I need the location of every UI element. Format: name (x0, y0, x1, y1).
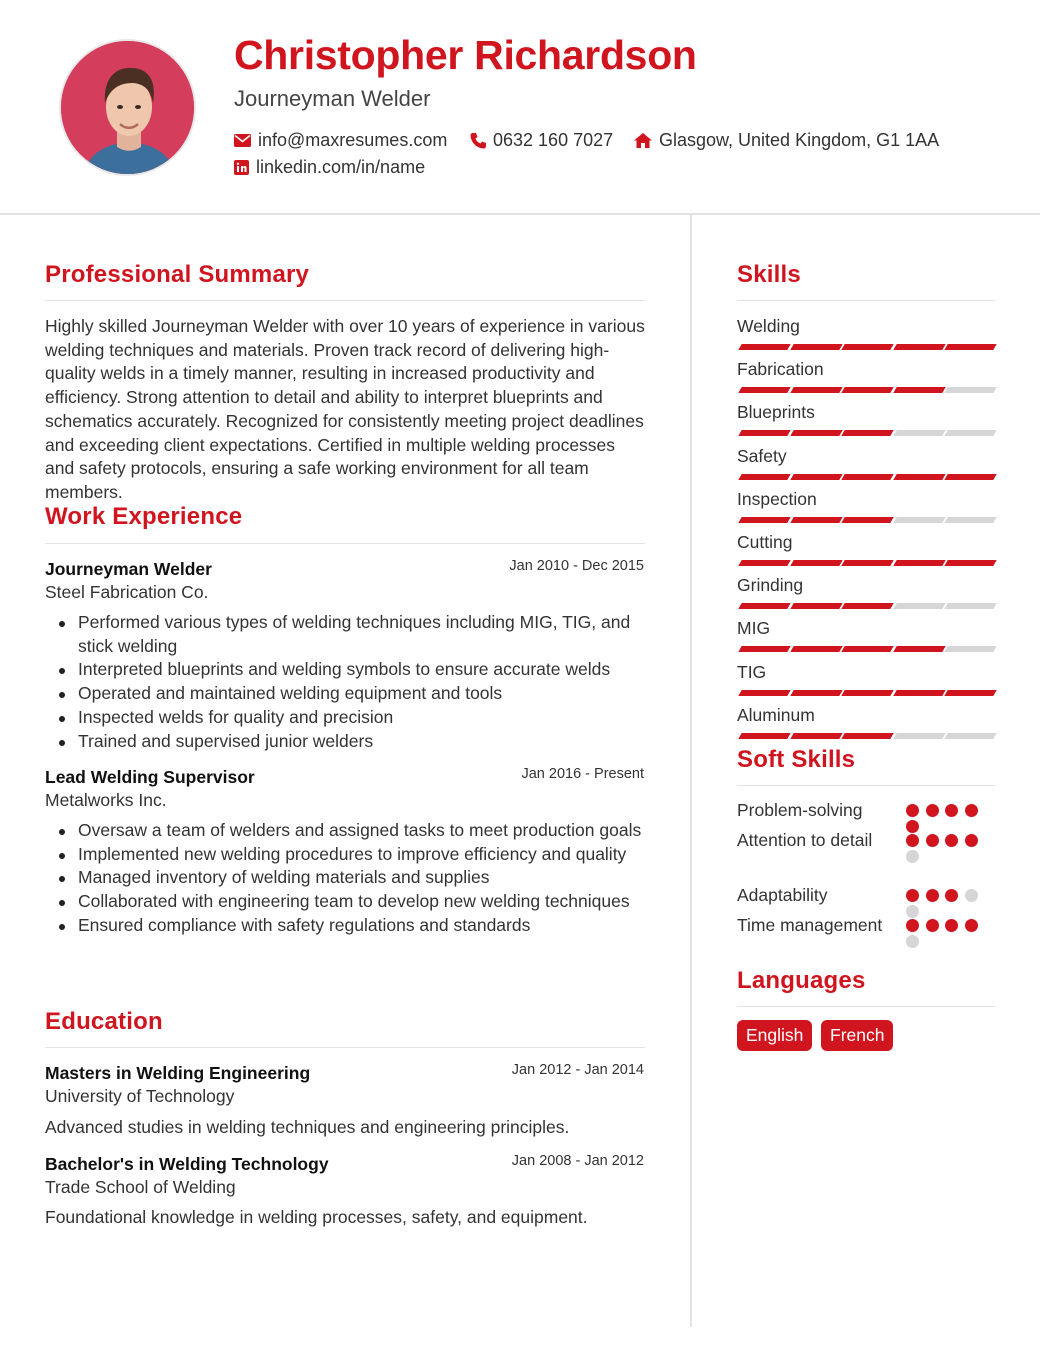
skill-rating-segment (790, 474, 842, 480)
soft-skills-divider (737, 785, 995, 786)
languages-heading: Languages (737, 967, 866, 994)
summary-text: Highly skilled Journeyman Welder with over 10 years of experience in various welding techniques and materials. Proven track record of delivering high-quality welds in a timely manner, resulting in increased productivity and efficiency. Strong attention to detail and ability to interpret blueprints and schematics accurately. Recognized for consistently meeting project deadlines and exceeding client expectations. Certified in multiple welding processes and safety protocols, ensuring a safe working environment for all team members. (45, 316, 645, 502)
soft-skill-dot (906, 935, 919, 948)
soft-skill-dot (945, 919, 958, 932)
skill-rating-segment (841, 560, 893, 566)
soft-skill-dot (926, 919, 939, 932)
soft-skill-dot (965, 889, 978, 902)
skill-name: MIG (737, 618, 771, 639)
soft-skill-name: Time management (737, 915, 883, 935)
skill-rating-segment (841, 733, 893, 739)
profile-photo (59, 39, 196, 176)
skill-rating-bar (737, 387, 993, 393)
candidate-name: Christopher Richardson (234, 32, 697, 78)
skills-divider (737, 300, 995, 301)
skill-rating-bar (737, 430, 993, 436)
soft-skill-dot (945, 804, 958, 817)
education-school: Trade School of Welding (45, 1177, 236, 1197)
skill-rating-segment (790, 690, 842, 696)
skill-rating-segment (893, 430, 945, 436)
skill-rating-segment (944, 603, 996, 609)
soft-skill-dot (965, 919, 978, 932)
skill-name: Fabrication (737, 359, 824, 380)
skill-name: Grinding (737, 575, 804, 596)
list-item: Trained and supervised junior welders (45, 730, 647, 754)
skill-rating-segment (841, 474, 893, 480)
education-divider (45, 1047, 645, 1048)
skill-rating-segment (944, 474, 996, 480)
linkedin-contact[interactable] (234, 157, 425, 178)
skill-name: Inspection (737, 488, 817, 509)
list-item: Interpreted blueprints and welding symbols to ensure accurate welds (45, 658, 647, 682)
home-icon (634, 133, 652, 148)
skill-rating-bar (737, 646, 993, 652)
skill-rating-segment (893, 646, 945, 652)
list-item: Ensured compliance with safety regulations and standards (45, 914, 647, 938)
soft-skill-dot (945, 889, 958, 902)
skill-rating-segment (738, 517, 790, 523)
job-dates: Jan 2016 - Present (521, 766, 644, 782)
skill-rating-segment (738, 344, 790, 350)
soft-skill-dot (926, 889, 939, 902)
experience-heading: Work Experience (45, 503, 243, 530)
skill-rating-segment (790, 560, 842, 566)
skill-rating-bar (737, 603, 993, 609)
experience-divider (45, 543, 645, 544)
email-contact[interactable] (234, 130, 447, 151)
education-description: Advanced studies in welding techniques and engineering principles. (45, 1117, 570, 1137)
skill-rating-segment (841, 387, 893, 393)
location-contact (634, 130, 939, 151)
skill-rating-segment (893, 560, 945, 566)
linkedin-text[interactable]: linkedin.com/in/name (256, 157, 426, 177)
skill-rating-bar (737, 474, 993, 480)
skill-rating-segment (841, 517, 893, 523)
skill-rating-segment (738, 560, 790, 566)
language-badge: English (737, 1020, 812, 1051)
soft-skill-dot (965, 804, 978, 817)
skill-rating-segment (790, 387, 842, 393)
skill-rating-bar (737, 733, 993, 739)
skill-rating-segment (841, 430, 893, 436)
skill-rating-segment (790, 344, 842, 350)
skill-name: Aluminum (737, 704, 815, 725)
skill-rating-segment (841, 690, 893, 696)
skill-rating-segment (944, 430, 996, 436)
phone-contact[interactable] (470, 130, 613, 151)
skill-rating-segment (944, 646, 996, 652)
skill-rating-bar (737, 344, 993, 350)
linkedin-icon (234, 160, 249, 175)
skill-rating-segment (893, 474, 945, 480)
job-dates: Jan 2010 - Dec 2015 (509, 558, 644, 574)
skill-rating-segment (790, 646, 842, 652)
soft-skill-name: Problem-solving (737, 800, 863, 820)
skill-rating-segment (738, 474, 790, 480)
envelope-icon (234, 134, 251, 147)
job-bullets (45, 611, 647, 753)
soft-skill-dot (926, 834, 939, 847)
soft-skill-dot (906, 905, 919, 918)
skill-rating-segment (790, 430, 842, 436)
education-school: University of Technology (45, 1086, 235, 1106)
skill-rating-segment (893, 344, 945, 350)
job-company: Metalworks Inc. (45, 790, 167, 810)
person-portrait-icon (61, 41, 196, 176)
skill-rating-segment (841, 603, 893, 609)
skill-rating-segment (841, 646, 893, 652)
job-title: Journeyman Welder (45, 559, 212, 579)
skill-rating-segment (738, 690, 790, 696)
location-text: Glasgow, United Kingdom, G1 1AA (659, 130, 940, 150)
soft-skill-dot (906, 834, 919, 847)
skill-rating-segment (893, 603, 945, 609)
education-heading: Education (45, 1008, 163, 1035)
skill-rating-segment (790, 733, 842, 739)
skill-rating-segment (738, 430, 790, 436)
job-title: Lead Welding Supervisor (45, 767, 255, 787)
resume-header (0, 0, 1040, 215)
summary-heading: Professional Summary (45, 261, 310, 288)
education-description: Foundational knowledge in welding processes, safety, and equipment. (45, 1207, 588, 1227)
soft-skill-dot (945, 834, 958, 847)
skill-rating-segment (738, 646, 790, 652)
skill-name: Welding (737, 316, 800, 336)
skill-name: TIG (737, 661, 767, 682)
phone-text[interactable]: 0632 160 7027 (493, 130, 614, 150)
column-divider (690, 215, 692, 1327)
skill-rating-segment (738, 603, 790, 609)
job-bullets (45, 819, 647, 938)
job-company: Steel Fabrication Co. (45, 582, 209, 602)
education-degree: Masters in Welding Engineering (45, 1063, 311, 1083)
skill-rating-segment (944, 344, 996, 350)
soft-skill-dot (906, 820, 919, 833)
list-item: Implemented new welding procedures to improve efficiency and quality (45, 843, 647, 867)
skill-rating-segment (893, 517, 945, 523)
languages-divider (737, 1006, 995, 1007)
skill-rating-segment (893, 387, 945, 393)
education-dates: Jan 2012 - Jan 2014 (511, 1062, 644, 1078)
soft-skill-dot (906, 889, 919, 902)
soft-skill-dot (906, 919, 919, 932)
skill-rating-segment (944, 517, 996, 523)
soft-skills-heading: Soft Skills (737, 746, 856, 773)
skill-rating-segment (790, 603, 842, 609)
soft-skill-dot (906, 850, 919, 863)
skills-heading: Skills (737, 261, 801, 288)
skill-name: Cutting (737, 532, 793, 552)
skill-rating-segment (738, 387, 790, 393)
skill-rating-segment (893, 690, 945, 696)
skill-rating-segment (944, 560, 996, 566)
list-item: Collaborated with engineering team to develop new welding techniques (45, 890, 647, 914)
skill-rating-segment (893, 733, 945, 739)
skill-rating-bar (737, 560, 993, 566)
email-text[interactable]: info@maxresumes.com (258, 130, 448, 150)
soft-skill-name: Adaptability (737, 885, 828, 905)
skill-rating-segment (790, 517, 842, 523)
education-degree: Bachelor's in Welding Technology (45, 1154, 329, 1174)
skill-rating-segment (738, 733, 790, 739)
skill-rating-segment (944, 387, 996, 393)
list-item: Inspected welds for quality and precision (45, 706, 647, 730)
skill-name: Safety (737, 445, 787, 466)
soft-skill-dot (926, 804, 939, 817)
education-dates: Jan 2008 - Jan 2012 (511, 1153, 644, 1169)
soft-skill-dot (965, 834, 978, 847)
soft-skill-name: Attention to detail (737, 830, 873, 850)
list-item: Performed various types of welding techniques including MIG, TIG, and stick welding (45, 611, 647, 658)
list-item: Managed inventory of welding materials and supplies (45, 866, 647, 890)
phone-icon (470, 132, 486, 149)
soft-skill-dot (906, 804, 919, 817)
skill-rating-bar (737, 690, 993, 696)
candidate-title: Journeyman Welder (234, 86, 431, 111)
list-item: Oversaw a team of welders and assigned tasks to meet production goals (45, 819, 647, 843)
summary-divider (45, 300, 645, 301)
skill-name: Blueprints (737, 402, 815, 423)
language-badge: French (821, 1020, 893, 1051)
skill-rating-segment (944, 733, 996, 739)
list-item: Operated and maintained welding equipment and tools (45, 682, 647, 706)
skill-rating-segment (841, 344, 893, 350)
skill-rating-bar (737, 517, 993, 523)
skill-rating-segment (944, 690, 996, 696)
